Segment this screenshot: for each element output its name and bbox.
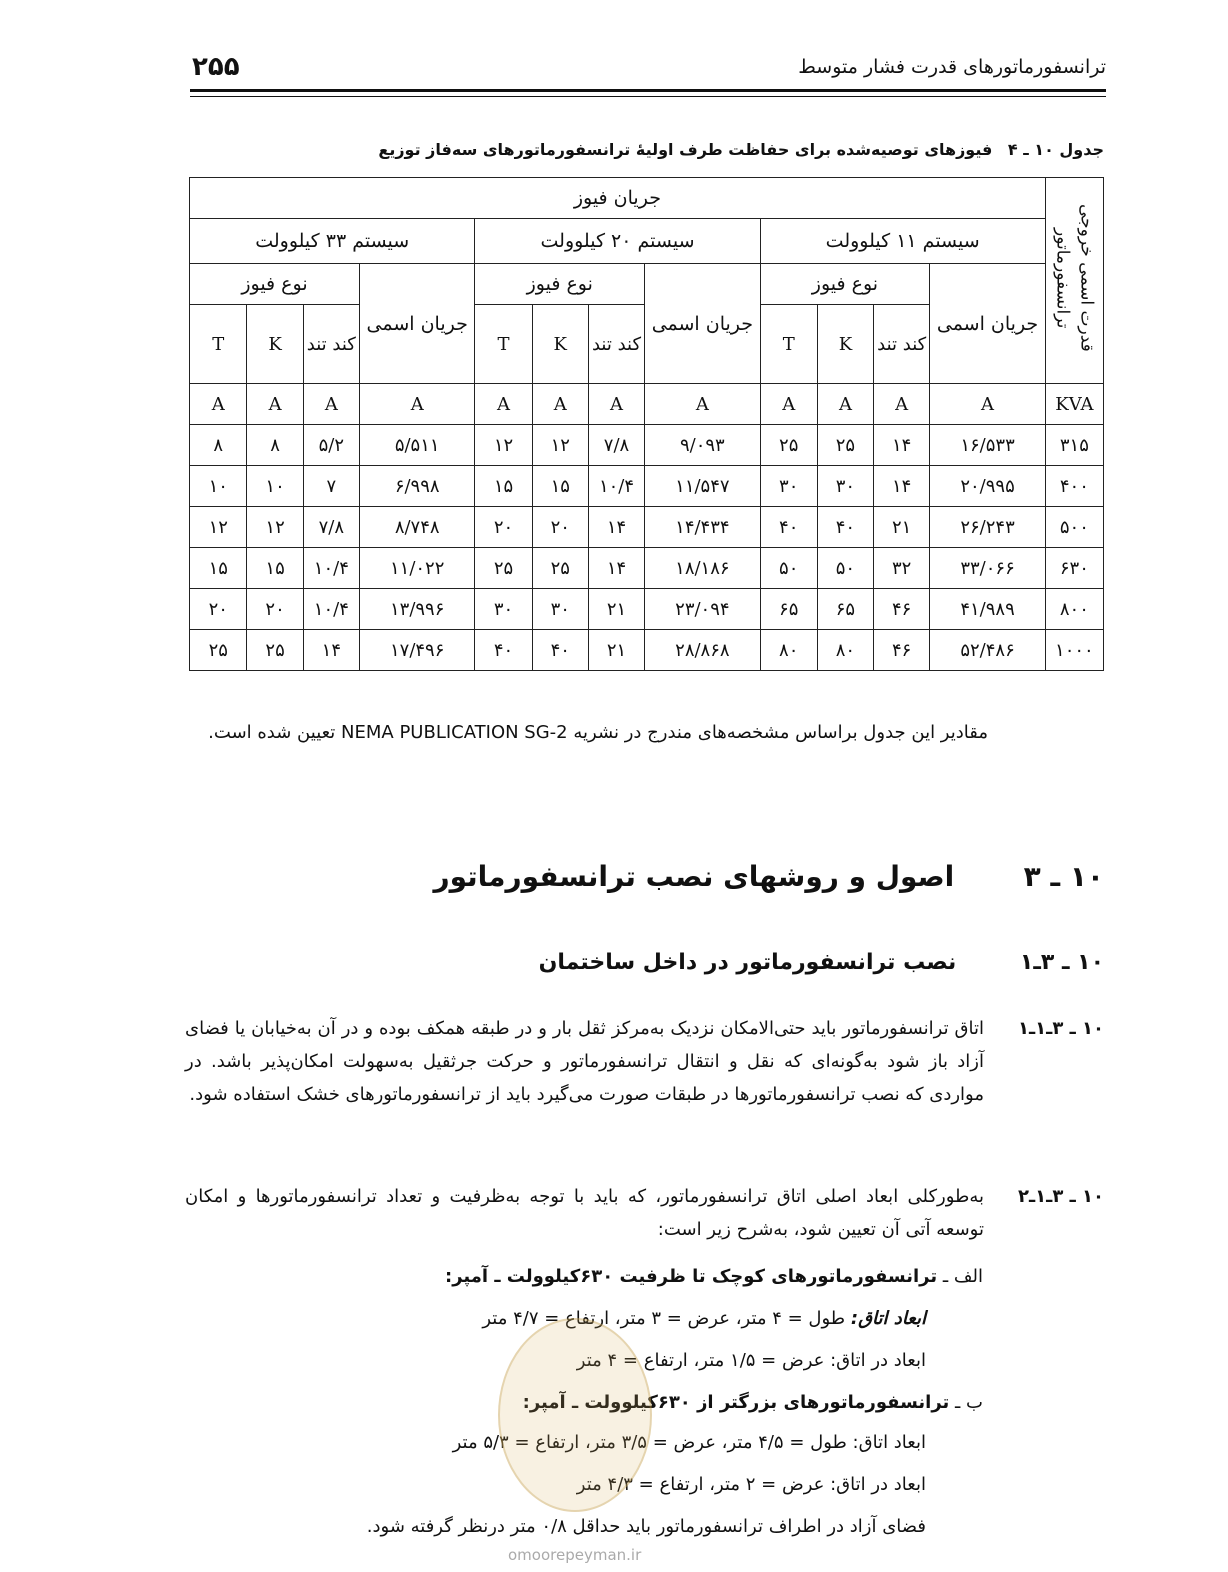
value-cell: ۲۵: [247, 630, 303, 671]
value-cell: ۲۰: [190, 589, 247, 630]
value-cell: ۲۱: [588, 589, 644, 630]
k-header: K: [817, 305, 873, 384]
value-cell: ۳۰: [532, 589, 588, 630]
value-cell: ۶۵: [817, 589, 873, 630]
fuse-type-header: نوع فیوز: [475, 264, 645, 305]
value-cell: ۶/۹۹۸: [359, 466, 474, 507]
table-row: [190, 589, 1104, 630]
item-b-title: ترانسفورماتورهای بزرگتر از ۶۳۰کیلوولت ـ آمپر:: [522, 1392, 950, 1413]
fuse-type-header: نوع فیوز: [190, 264, 360, 305]
value-cell: ۱۰: [190, 466, 247, 507]
value-cell: ۸: [247, 425, 303, 466]
value-cell: ۴۰: [475, 630, 532, 671]
slow-fast-header: کند تند: [303, 305, 359, 384]
value-cell: ۲۵: [817, 425, 873, 466]
rated-current-header: جریان اسمی: [930, 264, 1045, 384]
system-11kv-header: سیستم ۱۱ کیلوولت: [760, 219, 1045, 264]
paragraph-2: [185, 1180, 1104, 1246]
value-cell: ۱۰/۴: [303, 548, 359, 589]
watermark-seal: [498, 1318, 652, 1512]
unit-a: A: [475, 384, 532, 425]
value-cell: ۳۰: [817, 466, 873, 507]
paragraph-number: ۱۰ ـ ۳ـ۱ـ۲: [1018, 1186, 1104, 1207]
table-note: مقادیر این جدول براساس مشخصه‌های مندرج در نشریه NEMA PUBLICATION SG-2 تعیین شده است.: [208, 722, 988, 743]
table-row: [190, 466, 1104, 507]
value-cell: ۱۶/۵۳۳: [930, 425, 1045, 466]
value-cell: ۱۷/۴۹۶: [359, 630, 474, 671]
value-cell: ۱۴: [874, 466, 930, 507]
item-a: [445, 1266, 983, 1287]
value-cell: ۱۴: [303, 630, 359, 671]
fuse-table: [189, 177, 1104, 671]
value-cell: ۸۰: [760, 630, 817, 671]
rating-cell: ۵۰۰: [1045, 507, 1103, 548]
unit-a: A: [247, 384, 303, 425]
caption-number: جدول ۱۰ ـ ۴: [1007, 140, 1104, 159]
value-cell: ۱۴: [588, 507, 644, 548]
unit-a: A: [588, 384, 644, 425]
value-cell: ۵۲/۴۸۶: [930, 630, 1045, 671]
value-cell: ۳۰: [760, 466, 817, 507]
value-cell: ۲۵: [532, 548, 588, 589]
subsection-heading: [539, 950, 1104, 975]
value-cell: ۲۰/۹۹۵: [930, 466, 1045, 507]
value-cell: ۱۸/۱۸۶: [645, 548, 760, 589]
system-33kv-header: سیستم ۳۳ کیلوولت: [190, 219, 475, 264]
value-cell: ۴۶: [874, 630, 930, 671]
item-a-door-dims: ابعاد در اتاق: عرض = ۱/۵ متر، ارتفاع = ۴ متر: [576, 1350, 926, 1371]
section-number: ۱۰ ـ ۳: [1023, 860, 1104, 893]
item-a-label: الف ـ: [942, 1266, 983, 1287]
table-caption: [378, 140, 1104, 159]
units-row: [190, 384, 1104, 425]
section-heading: [433, 860, 1104, 893]
k-header: K: [247, 305, 303, 384]
table-row: [190, 630, 1104, 671]
value-cell: ۹/۰۹۳: [645, 425, 760, 466]
t-header: T: [760, 305, 817, 384]
value-cell: ۸۰: [817, 630, 873, 671]
system-20kv-header: سیستم ۲۰ کیلوولت: [475, 219, 760, 264]
value-cell: ۳۰: [475, 589, 532, 630]
rating-header-cell: [1045, 178, 1103, 384]
value-cell: ۱۳/۹۹۶: [359, 589, 474, 630]
value-cell: ۲۵: [475, 548, 532, 589]
watermark-site: omoorepeyman.ir: [508, 1546, 642, 1564]
unit-a: A: [359, 384, 474, 425]
value-cell: ۲۰: [475, 507, 532, 548]
value-cell: ۱۲: [190, 507, 247, 548]
fuse-current-header: جریان فیوز: [190, 178, 1046, 219]
k-header: K: [532, 305, 588, 384]
header-rule-thin: [190, 96, 1106, 97]
unit-a: A: [532, 384, 588, 425]
fuse-type-header: نوع فیوز: [760, 264, 930, 305]
value-cell: ۲۵: [760, 425, 817, 466]
item-b-door-dims: ابعاد در اتاق: عرض = ۲ متر، ارتفاع = ۴/۳ متر: [576, 1474, 926, 1495]
table-row: [190, 507, 1104, 548]
table-row: [190, 425, 1104, 466]
value-cell: ۳۳/۰۶۶: [930, 548, 1045, 589]
value-cell: ۱۵: [247, 548, 303, 589]
rating-cell: ۸۰۰: [1045, 589, 1103, 630]
clearance-note: فضای آزاد در اطراف ترانسفورماتور باید حداقل ۰/۸ متر درنظر گرفته شود.: [366, 1516, 926, 1537]
value-cell: ۱۲: [475, 425, 532, 466]
item-b-label: ب ـ: [955, 1392, 983, 1413]
value-cell: ۲۸/۸۶۸: [645, 630, 760, 671]
running-header: [190, 52, 1106, 88]
rating-cell: ۶۳۰: [1045, 548, 1103, 589]
value-cell: ۵۰: [760, 548, 817, 589]
value-cell: ۵/۵۱۱: [359, 425, 474, 466]
rated-current-header: جریان اسمی: [359, 264, 474, 384]
running-title: ترانسفورماتورهای قدرت فشار متوسط: [798, 56, 1106, 78]
value-cell: ۱۱/۰۲۲: [359, 548, 474, 589]
unit-a: A: [817, 384, 873, 425]
rated-current-header: جریان اسمی: [645, 264, 760, 384]
rating-header: قدرت اسمی خروجی ترانسفورماتور: [1052, 204, 1097, 352]
value-cell: ۴۶: [874, 589, 930, 630]
value-cell: ۲۵: [190, 630, 247, 671]
value-cell: ۱۴: [874, 425, 930, 466]
room-dims-label: ابعاد اتاق:: [850, 1308, 926, 1329]
unit-a: A: [930, 384, 1045, 425]
value-cell: ۱۲: [247, 507, 303, 548]
unit-a: A: [760, 384, 817, 425]
value-cell: ۱۵: [190, 548, 247, 589]
value-cell: ۳۲: [874, 548, 930, 589]
page-number: ۲۵۵: [192, 52, 240, 82]
unit-kva: KVA: [1045, 384, 1103, 425]
section-title: اصول و روشهای نصب ترانسفورماتور: [433, 860, 955, 893]
value-cell: ۱۲: [532, 425, 588, 466]
value-cell: ۱۴/۴۳۴: [645, 507, 760, 548]
value-cell: ۶۵: [760, 589, 817, 630]
value-cell: ۱۵: [532, 466, 588, 507]
rating-cell: ۴۰۰: [1045, 466, 1103, 507]
value-cell: ۴۰: [532, 630, 588, 671]
unit-a: A: [303, 384, 359, 425]
value-cell: ۵/۲: [303, 425, 359, 466]
rating-cell: ۳۱۵: [1045, 425, 1103, 466]
value-cell: ۴۰: [817, 507, 873, 548]
value-cell: ۱۰/۴: [588, 466, 644, 507]
header-rule-thick: [190, 89, 1106, 92]
t-header: T: [475, 305, 532, 384]
value-cell: ۵۰: [817, 548, 873, 589]
unit-a: A: [190, 384, 247, 425]
t-header: T: [190, 305, 247, 384]
value-cell: ۷/۸: [303, 507, 359, 548]
caption-text: فیوزهای توصیه‌شده برای حفاظت طرف اولیهٔ ترانسفورماتورهای سه‌فاز توزیع: [378, 140, 993, 159]
paragraph-text: اتاق ترانسفورماتور باید حتی‌الامکان نزدیک به‌مرکز ثقل بار و در طبقه همکف بوده و در آن به‌خیابان یا فضای آزاد باز شود به‌گونه‌ای که نقل و انتقال ترانسفورماتور و حرکت جرثقیل به‌سهولت امکان‌پذیر باشد. در مواردی که نصب ترانسفورماتورها در طبقات صورت می‌گیرد باید از ترانسفورماتورهای خشک استفاده شود.: [185, 1018, 984, 1105]
value-cell: ۲۰: [532, 507, 588, 548]
table-body: [190, 425, 1104, 671]
value-cell: ۸: [190, 425, 247, 466]
paragraph-number: ۱۰ ـ ۳ـ۱ـ۱: [1018, 1018, 1104, 1039]
subsection-number: ۱۰ ـ ۳ـ۱: [1019, 950, 1104, 975]
value-cell: ۱۵: [475, 466, 532, 507]
item-b-room-dims: ابعاد اتاق: طول = ۴/۵ متر، عرض = ۳/۵ متر، ارتفاع = ۵/۳ متر: [452, 1432, 926, 1453]
value-cell: ۲۱: [874, 507, 930, 548]
item-a-title: ترانسفورماتورهای کوچک تا ظرفیت ۶۳۰کیلوولت ـ آمپر:: [445, 1266, 938, 1287]
unit-a: A: [645, 384, 760, 425]
value-cell: ۸/۷۴۸: [359, 507, 474, 548]
value-cell: ۱۱/۵۴۷: [645, 466, 760, 507]
slow-fast-header: کند تند: [874, 305, 930, 384]
value-cell: ۴۰: [760, 507, 817, 548]
value-cell: ۲۶/۲۴۳: [930, 507, 1045, 548]
slow-fast-header: کند تند: [588, 305, 644, 384]
paragraph-text: به‌طورکلی ابعاد اصلی اتاق ترانسفورماتور، که باید با توجه به‌ظرفیت و تعداد ترانسفورماتورها و امکان توسعه آتی آن تعیین شود، به‌شرح زیر است:: [185, 1186, 984, 1240]
value-cell: ۲۳/۰۹۴: [645, 589, 760, 630]
table-row: [190, 548, 1104, 589]
value-cell: ۱۴: [588, 548, 644, 589]
unit-a: A: [874, 384, 930, 425]
value-cell: ۷/۸: [588, 425, 644, 466]
value-cell: ۷: [303, 466, 359, 507]
value-cell: ۴۱/۹۸۹: [930, 589, 1045, 630]
room-dims-value: طول = ۴ متر، عرض = ۳ متر، ارتفاع = ۴/۷ متر: [482, 1308, 846, 1329]
value-cell: ۲۱: [588, 630, 644, 671]
rating-cell: ۱۰۰۰: [1045, 630, 1103, 671]
paragraph-1: [185, 1012, 1104, 1111]
value-cell: ۲۰: [247, 589, 303, 630]
value-cell: ۱۰/۴: [303, 589, 359, 630]
value-cell: ۱۰: [247, 466, 303, 507]
subsection-title: نصب ترانسفورماتور در داخل ساختمان: [538, 950, 957, 975]
